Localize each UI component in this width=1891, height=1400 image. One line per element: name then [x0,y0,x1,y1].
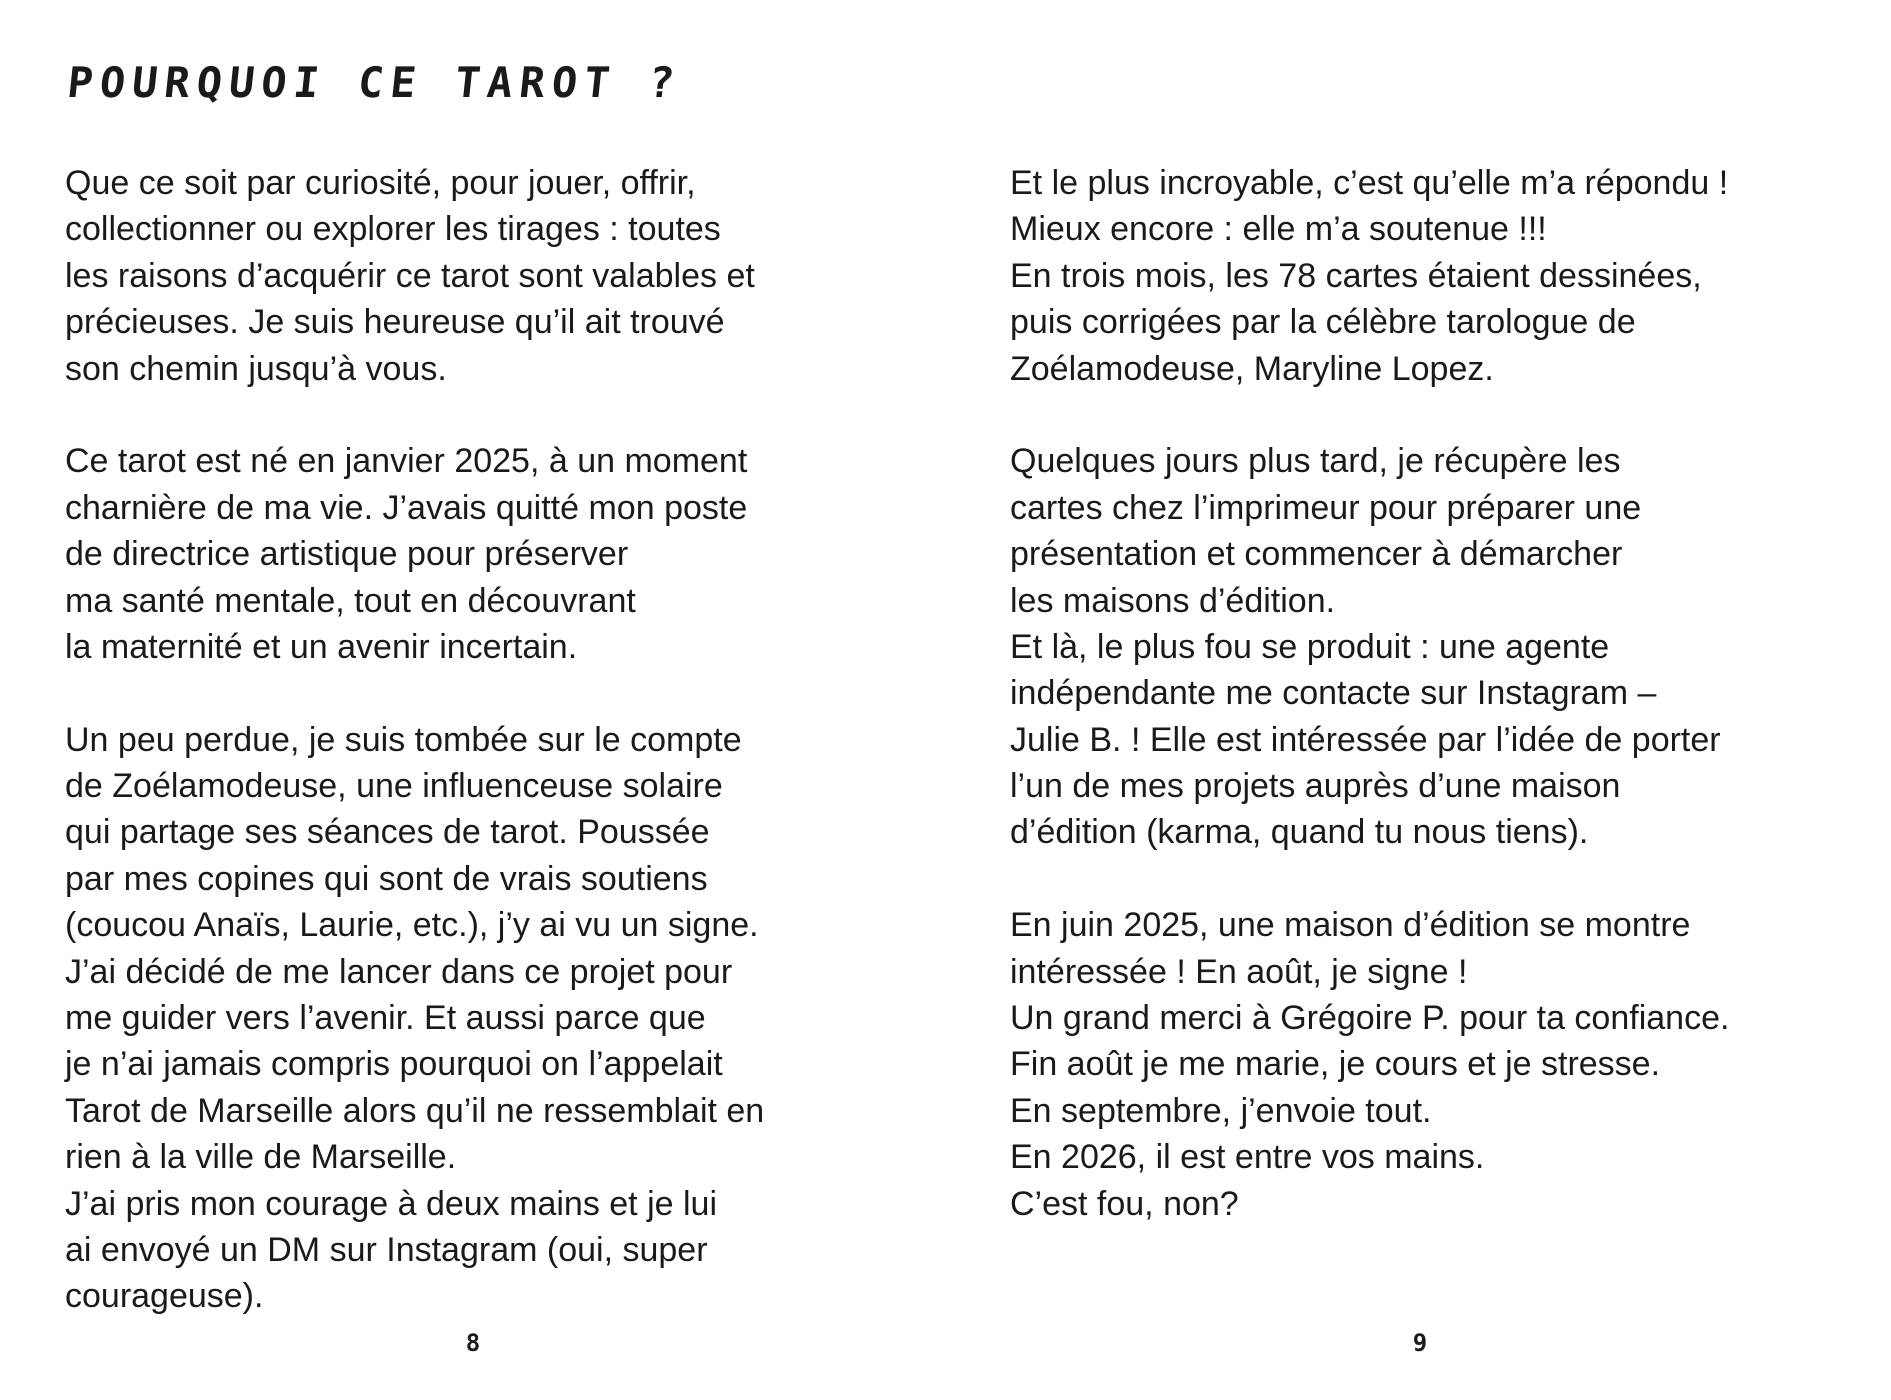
text-line: de Zoélamodeuse, une influenceuse solaire [65,767,723,806]
paragraph [65,160,945,392]
paragraph [65,717,945,1320]
text-line: rien à la ville de Marseille. [65,1138,457,1177]
text-line: par mes copines qui sont de vrais soutiens [65,859,708,898]
text-line: charnière de ma vie. J’avais quitté mon poste [65,488,748,527]
text-line: me guider vers l’avenir. Et aussi parce que [65,999,706,1038]
text-line: son chemin jusqu’à vous. [65,349,447,388]
text-line: puis corrigées par la célèbre tarologue de [1010,303,1636,342]
text-line: Que ce soit par curiosité, pour jouer, offrir, [65,164,696,202]
text-line: indépendante me contacte sur Instagram – [1010,674,1657,713]
text-line: (coucou Anaïs, Laurie, etc.), j’y ai vu un signe. [65,906,759,945]
text-line: d’édition (karma, quand tu nous tiens). [1010,813,1589,852]
text-line: Et le plus incroyable, c’est qu’elle m’a répondu ! [1010,164,1729,202]
text-line: Un peu perdue, je suis tombée sur le compte [65,720,742,759]
text-line: présentation et commencer à démarcher [1010,535,1623,574]
left-page-text [65,160,945,1320]
text-line: les maisons d’édition. [1010,581,1336,620]
page-number-right: 9 [1412,1329,1428,1357]
text-line: En septembre, j’envoie tout. [1010,1091,1432,1130]
text-line: Julie B. ! Elle est intéressée par l’idée de porter [1010,720,1721,759]
text-line: Quelques jours plus tard, je récupère les [1010,442,1621,481]
text-line: J’ai pris mon courage à deux mains et je lui [65,1184,717,1223]
page-title: POURQUOI CE TAROT ? [65,58,684,107]
text-line: de directrice artistique pour préserver [65,535,629,574]
text-line: ai envoyé un DM sur Instagram (oui, super [65,1230,708,1269]
text-line: qui partage ses séances de tarot. Poussée [65,813,710,852]
text-line: l’un de mes projets auprès d’une maison [1010,767,1621,806]
paragraph [65,438,945,670]
paragraph [1010,902,1890,1227]
text-line: Tarot de Marseille alors qu’il ne ressemblait en [65,1091,765,1130]
text-line: Ce tarot est né en janvier 2025, à un moment [65,442,748,481]
text-line: En trois mois, les 78 cartes étaient dessinées, [1010,256,1702,295]
text-line: C’est fou, non? [1010,1184,1239,1223]
text-line: intéressée ! En août, je signe ! [1010,952,1468,991]
text-line: je n’ai jamais compris pourquoi on l’appelait [65,1045,723,1084]
text-line: cartes chez l’imprimeur pour préparer une [1010,488,1642,527]
page-number-left: 8 [465,1329,481,1357]
paragraph [1010,160,1890,392]
text-line: Zoélamodeuse, Maryline Lopez. [1010,349,1494,388]
text-line: courageuse). [65,1277,264,1316]
text-line: Fin août je me marie, je cours et je stresse. [1010,1045,1661,1084]
right-page-text [1010,160,1890,1227]
text-line: ma santé mentale, tout en découvrant [65,581,636,620]
text-line: J’ai décidé de me lancer dans ce projet pour [65,952,733,991]
text-line: En 2026, il est entre vos mains. [1010,1138,1485,1177]
paragraph [1010,438,1890,856]
text-line: les raisons d’acquérir ce tarot sont valables et [65,256,755,295]
text-line: Et là, le plus fou se produit : une agente [1010,627,1610,666]
text-line: précieuses. Je suis heureuse qu’il ait trouvé [65,303,725,342]
text-line: collectionner ou explorer les tirages : toutes [65,210,721,249]
text-line: En juin 2025, une maison d’édition se montre [1010,906,1691,945]
text-line: Un grand merci à Grégoire P. pour ta confiance. [1010,999,1730,1038]
text-line: la maternité et un avenir incertain. [65,627,578,666]
text-line: Mieux encore : elle m’a soutenue !!! [1010,210,1547,249]
